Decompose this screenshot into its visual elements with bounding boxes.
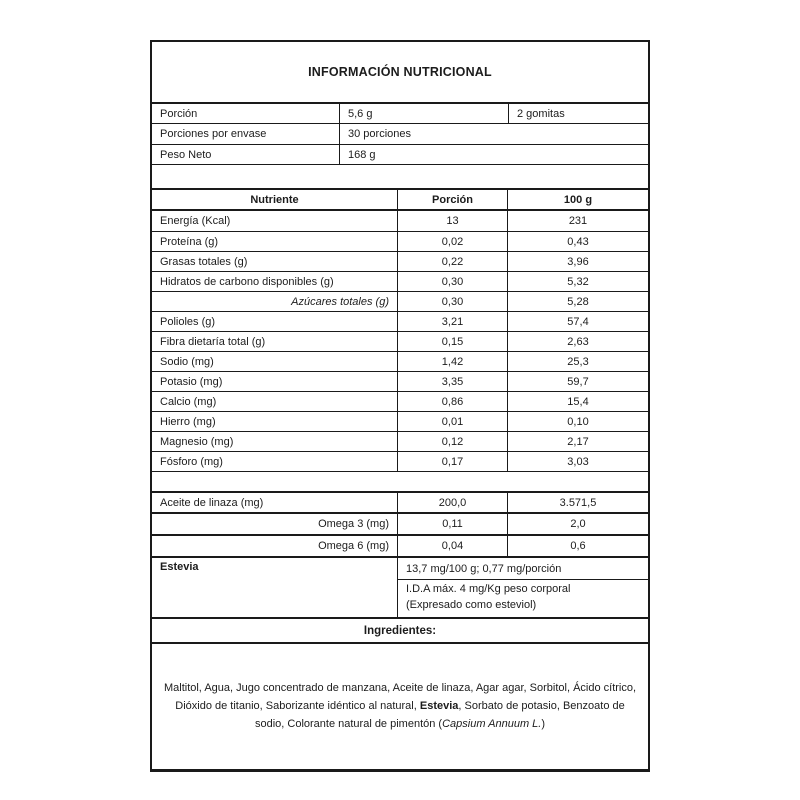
serving-size-value: 5,6 g — [339, 104, 508, 123]
table-row — [152, 251, 648, 271]
nutrition-label — [150, 40, 650, 772]
table-row — [152, 331, 648, 351]
nutrient-100g-value: 25,3 — [507, 352, 648, 371]
nutrient-portion-value: 0,01 — [397, 412, 507, 431]
stevia-ida-line1: I.D.A máx. 4 mg/Kg peso corporal — [406, 583, 571, 595]
nutrient-name: Hidratos de carbono disponibles (g) — [160, 275, 334, 288]
column-header-portion: Porción — [397, 190, 507, 209]
nutrient-100g-value: 5,32 — [507, 272, 648, 291]
ingredients-bold-estevia: Estevia — [419, 699, 459, 712]
nutrient-100g-value: 2,0 — [507, 514, 648, 534]
nutrient-100g-value: 15,4 — [507, 392, 648, 411]
stevia-details — [397, 558, 648, 617]
serving-label: Porción — [160, 107, 198, 120]
table-row — [152, 211, 648, 231]
nutrient-portion-value: 1,42 — [397, 352, 507, 371]
table-row — [152, 351, 648, 371]
ingredients-section — [152, 642, 648, 769]
nutrient-portion-value: 0,86 — [397, 392, 507, 411]
nutrient-100g-value: 231 — [507, 211, 648, 231]
serving-units-value: 2 gomitas — [508, 104, 648, 123]
nutrient-portion-value: 3,35 — [397, 372, 507, 391]
ingredients-text: Maltitol, Agua, Jugo concentrado de manzana, Aceite de linaza, Agar agar, Sorbitol, Ácido cítrico, Dióxido de titanio, Saborizante idéntico al natural, Estevia, Sorbato de potasio, Benzoato de sodio, Colorante natural de pimentón (Capsium Annuum L.) — [163, 682, 637, 730]
ingredients-italic-species: Capsium Annuum L. — [442, 717, 542, 730]
nutrient-name: Calcio (mg) — [160, 395, 217, 408]
column-header-nutrient: Nutriente — [250, 193, 299, 206]
nutrient-100g-value: 3.571,5 — [507, 493, 648, 512]
net-weight-row — [152, 144, 648, 164]
ingredients-header: Ingredientes: — [152, 617, 648, 642]
nutrient-name: Proteína (g) — [160, 235, 219, 248]
nutrient-100g-value: 5,28 — [507, 292, 648, 311]
table-row — [152, 311, 648, 331]
servings-per-container-label: Porciones por envase — [160, 128, 267, 140]
table-row — [152, 411, 648, 431]
stevia-ida-line2: (Expresado como esteviol) — [406, 598, 537, 611]
nutrient-100g-value: 2,17 — [507, 432, 648, 451]
stevia-dose: 13,7 mg/100 g; 0,77 mg/porción — [398, 558, 648, 580]
nutrient-100g-value: 0,10 — [507, 412, 648, 431]
nutrient-portion-value: 0,30 — [397, 272, 507, 291]
nutrient-100g-value: 0,6 — [507, 536, 648, 556]
nutrient-portion-value: 3,21 — [397, 312, 507, 331]
stevia-ida-note — [398, 580, 648, 617]
nutrient-name: Hierro (mg) — [160, 415, 216, 428]
nutrient-portion-value: 0,15 — [397, 332, 507, 351]
table-row — [152, 431, 648, 451]
nutrient-portion-value: 0,12 — [397, 432, 507, 451]
nutrient-100g-value: 3,03 — [507, 452, 648, 471]
nutrient-100g-value: 57,4 — [507, 312, 648, 331]
omega6-row — [152, 534, 648, 556]
nutrient-name: Aceite de linaza (mg) — [160, 496, 264, 509]
nutrient-name: Azúcares totales (g) — [291, 295, 389, 308]
table-row — [152, 231, 648, 251]
nutrient-name: Sodio (mg) — [160, 355, 214, 368]
nutrient-name: Potasio (mg) — [160, 375, 223, 388]
table-row — [152, 371, 648, 391]
net-weight-value: 168 g — [339, 145, 648, 164]
table-row — [152, 391, 648, 411]
nutrient-name: Fósforo (mg) — [160, 455, 223, 468]
nutrient-portion-value: 0,30 — [397, 292, 507, 311]
nutrient-100g-value: 2,63 — [507, 332, 648, 351]
nutrient-name: Magnesio (mg) — [160, 435, 234, 448]
nutrient-portion-value: 0,17 — [397, 452, 507, 471]
spacer-row — [152, 471, 648, 491]
nutrient-100g-value: 3,96 — [507, 252, 648, 271]
nutrient-name: Grasas totales (g) — [160, 255, 248, 268]
nutrient-name: Fibra dietaría total (g) — [160, 335, 266, 348]
column-header-100g: 100 g — [507, 190, 648, 209]
table-row — [152, 451, 648, 471]
net-weight-label: Peso Neto — [160, 148, 212, 161]
nutrient-portion-value: 13 — [397, 211, 507, 231]
spacer-row — [152, 164, 648, 188]
servings-per-container-value: 30 porciones — [339, 124, 648, 144]
nutrient-100g-value: 59,7 — [507, 372, 648, 391]
flaxseed-oil-row — [152, 491, 648, 512]
nutrient-portion-value: 0,11 — [397, 514, 507, 534]
nutrient-portion-value: 0,04 — [397, 536, 507, 556]
label-title: INFORMACIÓN NUTRICIONAL — [308, 65, 492, 79]
nutrients-header-row — [152, 188, 648, 211]
servings-per-container-row — [152, 123, 648, 144]
omega3-row — [152, 512, 648, 534]
stevia-label: Estevia — [160, 561, 199, 573]
nutrient-name: Energía (Kcal) — [160, 215, 231, 227]
stevia-block — [152, 556, 648, 617]
serving-row — [152, 102, 648, 123]
nutrient-portion-value: 200,0 — [397, 493, 507, 512]
nutrient-name: Polioles (g) — [160, 315, 216, 328]
nutrient-name: Omega 3 (mg) — [318, 518, 389, 530]
table-row — [152, 271, 648, 291]
nutrient-100g-value: 0,43 — [507, 232, 648, 251]
nutrient-portion-value: 0,22 — [397, 252, 507, 271]
nutrient-portion-value: 0,02 — [397, 232, 507, 251]
nutrient-name: Omega 6 (mg) — [318, 540, 389, 552]
table-row-sugars — [152, 291, 648, 311]
